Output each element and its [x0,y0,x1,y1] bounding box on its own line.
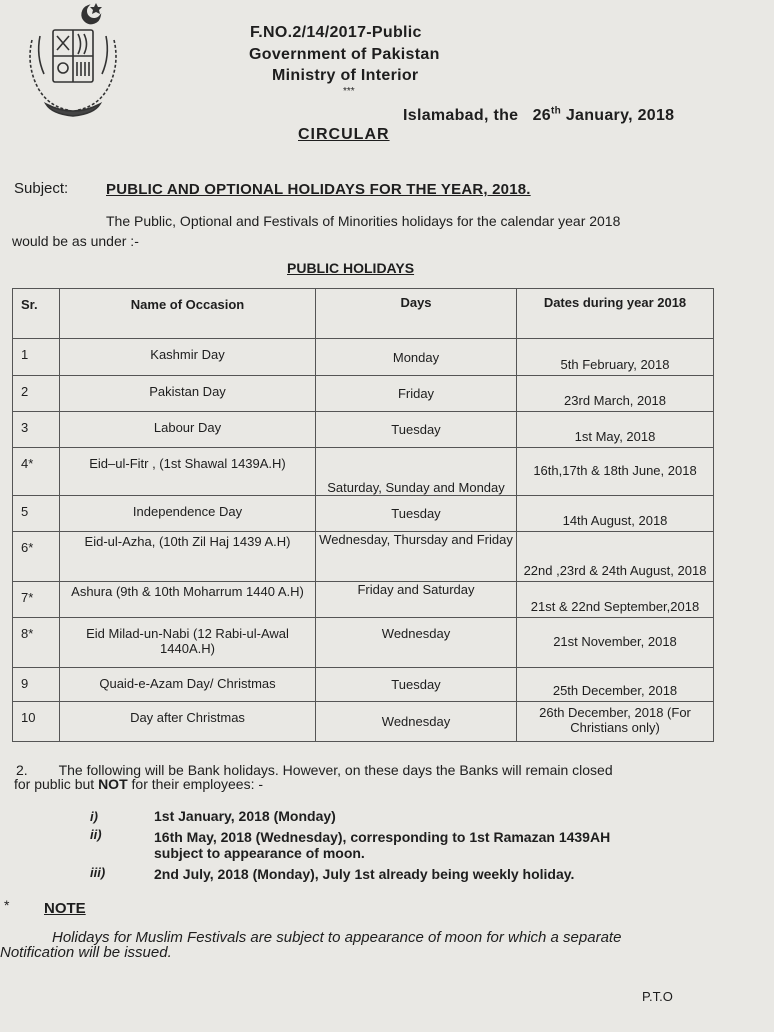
bank-holiday-item [90,864,105,882]
col-header-days: Days [316,289,517,339]
cell-sr: 8* [13,618,60,668]
note-bullet: * [4,897,10,913]
cell-name: Day after Christmas [60,702,316,742]
bank-holiday-item [90,826,102,844]
cell-days: Wednesday, Thursday and Friday [316,532,517,582]
cell-date: 5th February, 2018 [517,339,714,376]
table-row [13,376,714,412]
intro-line-2: would be as under :- [12,233,139,249]
cell-name: Eid-ul-Azha, (10th Zil Haj 1439 A.H) [60,532,316,582]
cell-date: 14th August, 2018 [517,496,714,532]
bank-holiday-number: i) [90,809,98,824]
bank-holiday-text: 1st January, 2018 (Monday) [154,808,336,824]
date-rest: January, 2018 [565,107,675,124]
cell-days: Monday [316,339,517,376]
bank-holiday-text-2: subject to appearance of moon. [154,845,365,861]
ministry-name: Ministry of Interior [272,67,419,84]
cell-sr: 7* [13,582,60,618]
cell-date: 21st & 22nd September,2018 [517,582,714,618]
state-emblem-icon [18,0,128,130]
bank-holiday-text: 2nd July, 2018 (Monday), July 1st already being weekly holiday. [154,866,575,882]
para2-not: NOT [98,776,128,792]
cell-days: Wednesday [316,618,517,668]
para2-text-2b: for their employees: - [131,776,264,792]
cell-days: Saturday, Sunday and Monday [316,448,517,496]
table-row [13,339,714,376]
note-title: NOTE [44,900,86,917]
cell-days: Friday [316,376,517,412]
cell-sr: 4* [13,448,60,496]
bank-holiday-number: iii) [90,865,106,880]
table-row [13,532,714,582]
circular-title: CIRCULAR [298,126,390,143]
cell-name: Ashura (9th & 10th Moharrum 1440 A.H) [60,582,316,618]
cell-sr: 3 [13,412,60,448]
cell-name: Eid Milad-un-Nabi (12 Rabi-ul-Awal 1440A.H) [60,618,316,668]
cell-sr: 10 [13,702,60,742]
cell-sr: 6* [13,532,60,582]
table-row [13,702,714,742]
date-day: 26 [532,107,552,124]
para2-text-1: The following will be Bank holidays. However, on these days the Banks will remain closed [58,762,613,778]
cell-sr: 1 [13,339,60,376]
note-line-2: Notification will be issued. [0,944,172,961]
cell-name: Kashmir Day [60,339,316,376]
public-holidays-title: PUBLIC HOLIDAYS [287,260,415,276]
intro-line-1: The Public, Optional and Festivals of Minorities holidays for the calendar year 2018 [106,213,621,229]
cell-days: Wednesday [316,702,517,742]
subject-text: PUBLIC AND OPTIONAL HOLIDAYS FOR THE YEAR, 2018. [106,181,531,198]
cell-days: Tuesday [316,412,517,448]
col-header-dates: Dates during year 2018 [517,289,714,339]
cell-name: Labour Day [60,412,316,448]
table-row [13,412,714,448]
col-header-sr: Sr. [13,289,60,339]
cell-sr: 5 [13,496,60,532]
cell-name: Quaid-e-Azam Day/ Christmas [60,668,316,702]
cell-date: 1st May, 2018 [517,412,714,448]
table-row [13,668,714,702]
cell-date: 26th December, 2018 (For Christians only) [517,702,714,742]
pto-label: P.T.O [642,989,673,1004]
cell-date: 21st November, 2018 [517,618,714,668]
public-holidays-table [12,288,714,742]
bank-holiday-text: 16th May, 2018 (Wednesday), corresponding to 1st Ramazan 1439AH [154,829,611,845]
table-row [13,496,714,532]
header-stars: *** [343,86,355,97]
file-number: F.NO.2/14/2017-Public [250,24,422,41]
government-name: Government of Pakistan [249,46,440,63]
place-date [403,107,674,125]
place-prefix: Islamabad, the [403,107,519,124]
cell-date: 23rd March, 2018 [517,376,714,412]
bank-holiday-number: ii) [90,827,102,842]
cell-name: Independence Day [60,496,316,532]
cell-date: 22nd ,23rd & 24th August, 2018 [517,532,714,582]
bank-holiday-item [90,808,98,826]
table-row [13,448,714,496]
note-line-1: Holidays for Muslim Festivals are subject to appearance of moon for which a separate [52,929,622,946]
para2-text-2a: for public but [14,776,95,792]
table-header-row [13,289,714,339]
cell-sr: 2 [13,376,60,412]
cell-date: 16th,17th & 18th June, 2018 [517,448,714,496]
col-header-name: Name of Occasion [60,289,316,339]
table-row [13,618,714,668]
subject-label: Subject: [14,180,69,197]
cell-name: Pakistan Day [60,376,316,412]
para2-number: 2. [16,762,28,778]
cell-days: Tuesday [316,668,517,702]
date-day-suffix: th [551,105,562,117]
para2-line-2 [14,776,263,792]
cell-name: Eid–ul-Fitr , (1st Shawal 1439A.H) [60,448,316,496]
cell-sr: 9 [13,668,60,702]
table-row [13,582,714,618]
cell-days: Tuesday [316,496,517,532]
cell-date: 25th December, 2018 [517,668,714,702]
cell-days: Friday and Saturday [316,582,517,618]
